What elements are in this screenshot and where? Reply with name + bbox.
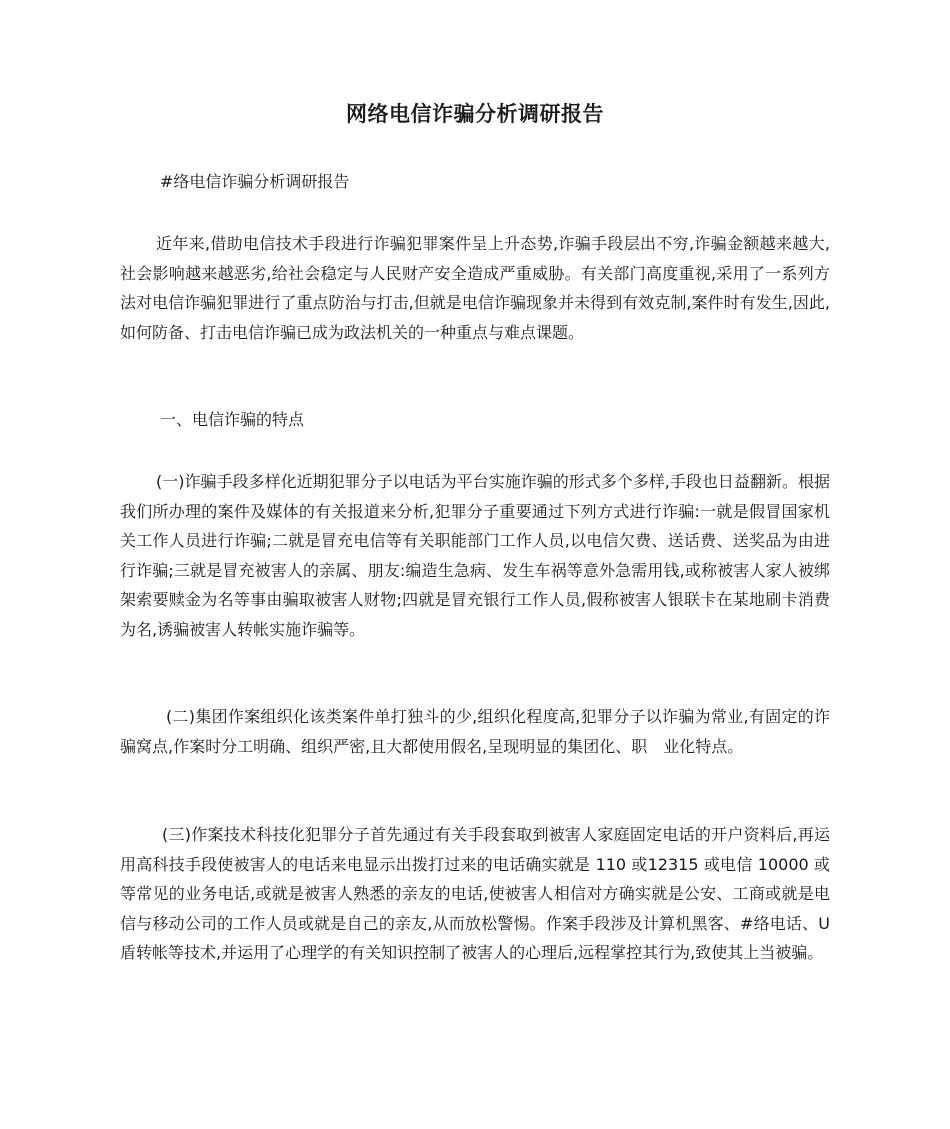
document-title: 网络电信诈骗分析调研报告: [346, 102, 604, 126]
document-subtitle: #络电信诈骗分析调研报告: [160, 172, 350, 191]
paragraph-point-3: (三)作案技术科技化犯罪分子首先通过有关手段套取到被害人家庭固定电话的开户资料后,再运用高科技手段使被害人的电话来电显示出拨打过来的电话确实就是 110 或12315 或电信 10000 或等常见的业务电话,或就是被害人熟悉的亲友的电话,使被害人相信对方确实就是公安、工商或就是电信与移动公司的工作人员或就是自己的亲友,从而放松警惕。作案手段涉及计算机黑客、#络电话、U 盾转帐等技术,并运用了心理学的有关知识控制了被害人的心理后,远程掌控其行为,致使其上当被骗。: [120, 825, 830, 962]
section-heading-features: 一、电信诈骗的特点: [160, 410, 305, 429]
paragraph-point-2: (二)集团作案组织化该类案件单打独斗的少,组织化程度高,犯罪分子以诈骗为常业,有固定的诈骗窝点,作案时分工明确、组织严密,且大都使用假名,呈现明显的集团化、职 业化特点。: [120, 707, 830, 756]
paragraph-point-1: (一)诈骗手段多样化近期犯罪分子以电话为平台实施诈骗的形式多个多样,手段也日益翻新。根据我们所办理的案件及媒体的有关报道来分析,犯罪分子重要通过下列方式进行诈骗:一就是假冒国家机关工作人员进行诈骗;二就是冒充电信等有关职能部门工作人员,以电信欠费、送话费、送奖品为由进行诈骗;三就是冒充被害人的亲属、朋友:编造生急病、发生车祸等意外急需用钱,或称被害人家人被绑架索要赎金为名等事由骗取被害人财物;四就是冒充银行工作人员,假称被害人银联卡在某地刷卡消费为名,诱骗被害人转帐实施诈骗等。: [120, 472, 830, 639]
intro-paragraph: 近年来,借助电信技术手段进行诈骗犯罪案件呈上升态势,诈骗手段层出不穷,诈骗金额越来越大,社会影响越来越恶劣,给社会稳定与人民财产安全造成严重威胁。有关部门高度重视,采用了一系列方法对电信诈骗犯罪进行了重点防治与打击,但就是电信诈骗现象并未得到有效克制,案件时有发生,因此,如何防备、打击电信诈骗已成为政法机关的一种重点与难点课题。: [120, 234, 830, 342]
